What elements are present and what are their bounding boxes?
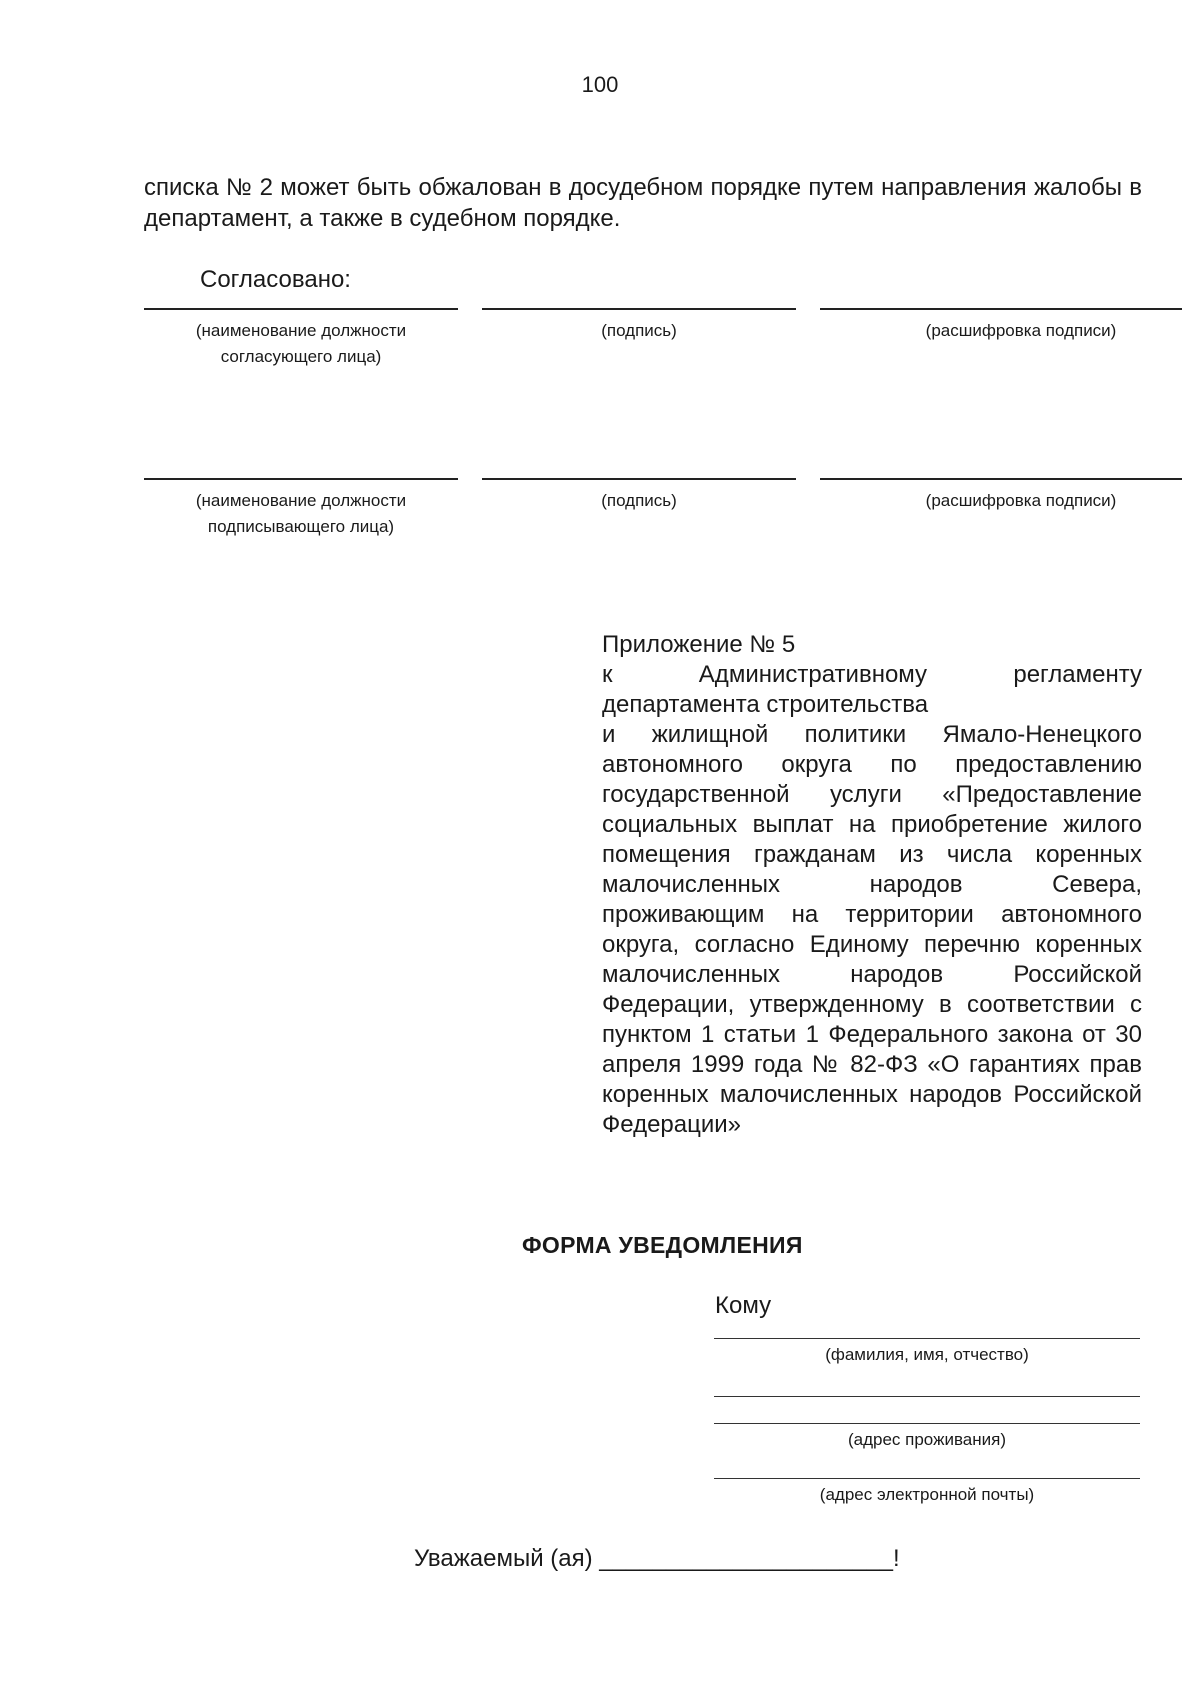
appendix-block	[602, 630, 1142, 1140]
position-field	[144, 478, 458, 540]
recipient-email-caption: (адрес электронной почты)	[819, 1485, 1035, 1504]
decoding-caption: (расшифровка подписи)	[925, 491, 1117, 510]
decoding-line	[820, 478, 1182, 480]
signature-caption: (подпись)	[601, 321, 677, 340]
recipient-address-caption: (адрес проживания)	[847, 1430, 1006, 1449]
salutation: Уважаемый (ая) ______________________!	[414, 1545, 900, 1572]
form-title: ФОРМА УВЕДОМЛЕНИЯ	[522, 1232, 803, 1258]
recipient-email-field	[714, 1478, 1140, 1505]
recipient-label: Кому	[715, 1292, 772, 1319]
recipient-address-line-2	[714, 1423, 1140, 1424]
position-line	[144, 308, 458, 310]
position-line	[144, 478, 458, 480]
intro-paragraph: списка № 2 может быть обжалован в досудебном порядке путем направления жалобы в департамент, а также в судебном порядке.	[144, 174, 1142, 232]
signature-line	[482, 308, 796, 310]
recipient-address-field	[714, 1396, 1140, 1450]
appendix-title: Приложение № 5	[602, 631, 796, 658]
agreed-label: Согласовано:	[200, 266, 351, 293]
decoding-field	[820, 308, 1182, 344]
appendix-line-3: департамента строительства	[602, 691, 929, 718]
decoding-caption: (расшифровка подписи)	[925, 321, 1117, 340]
recipient-name-field	[714, 1338, 1140, 1365]
appendix-body: и жилищной политики Ямало-Ненецкого автономного округа по предоставлению государственной услуги «Предоставление социальных выплат на приобретение жилого помещения гражданам из числа коренных малочисленных народов Севера, проживающим на территории автономного округа, согласно Единому перечню коренных малочисленных народов Российской Федерации, утвержденному в соответствии с пунктом 1 статьи 1 Федерального закона от 30 апреля 1999 года № 82-ФЗ «О гарантиях прав коренных малочисленных народов Российской Федерации»	[602, 721, 1142, 1138]
decoding-field	[820, 478, 1182, 514]
position-field	[144, 308, 458, 370]
recipient-address-line-1	[714, 1396, 1140, 1397]
page-number: 100	[581, 72, 619, 97]
decoding-line	[820, 308, 1182, 310]
signature-line	[482, 478, 796, 480]
appendix-line-2: к Административному регламенту	[602, 661, 1142, 688]
recipient-email-line	[714, 1478, 1140, 1479]
recipient-name-caption: (фамилия, имя, отчество)	[825, 1345, 1029, 1364]
position-caption: (наименование должности подписывающего лица)	[195, 491, 407, 536]
signature-caption: (подпись)	[601, 491, 677, 510]
position-caption: (наименование должности согласующего лица)	[195, 321, 407, 366]
signature-field	[482, 308, 796, 344]
signature-field	[482, 478, 796, 514]
recipient-name-line	[714, 1338, 1140, 1339]
